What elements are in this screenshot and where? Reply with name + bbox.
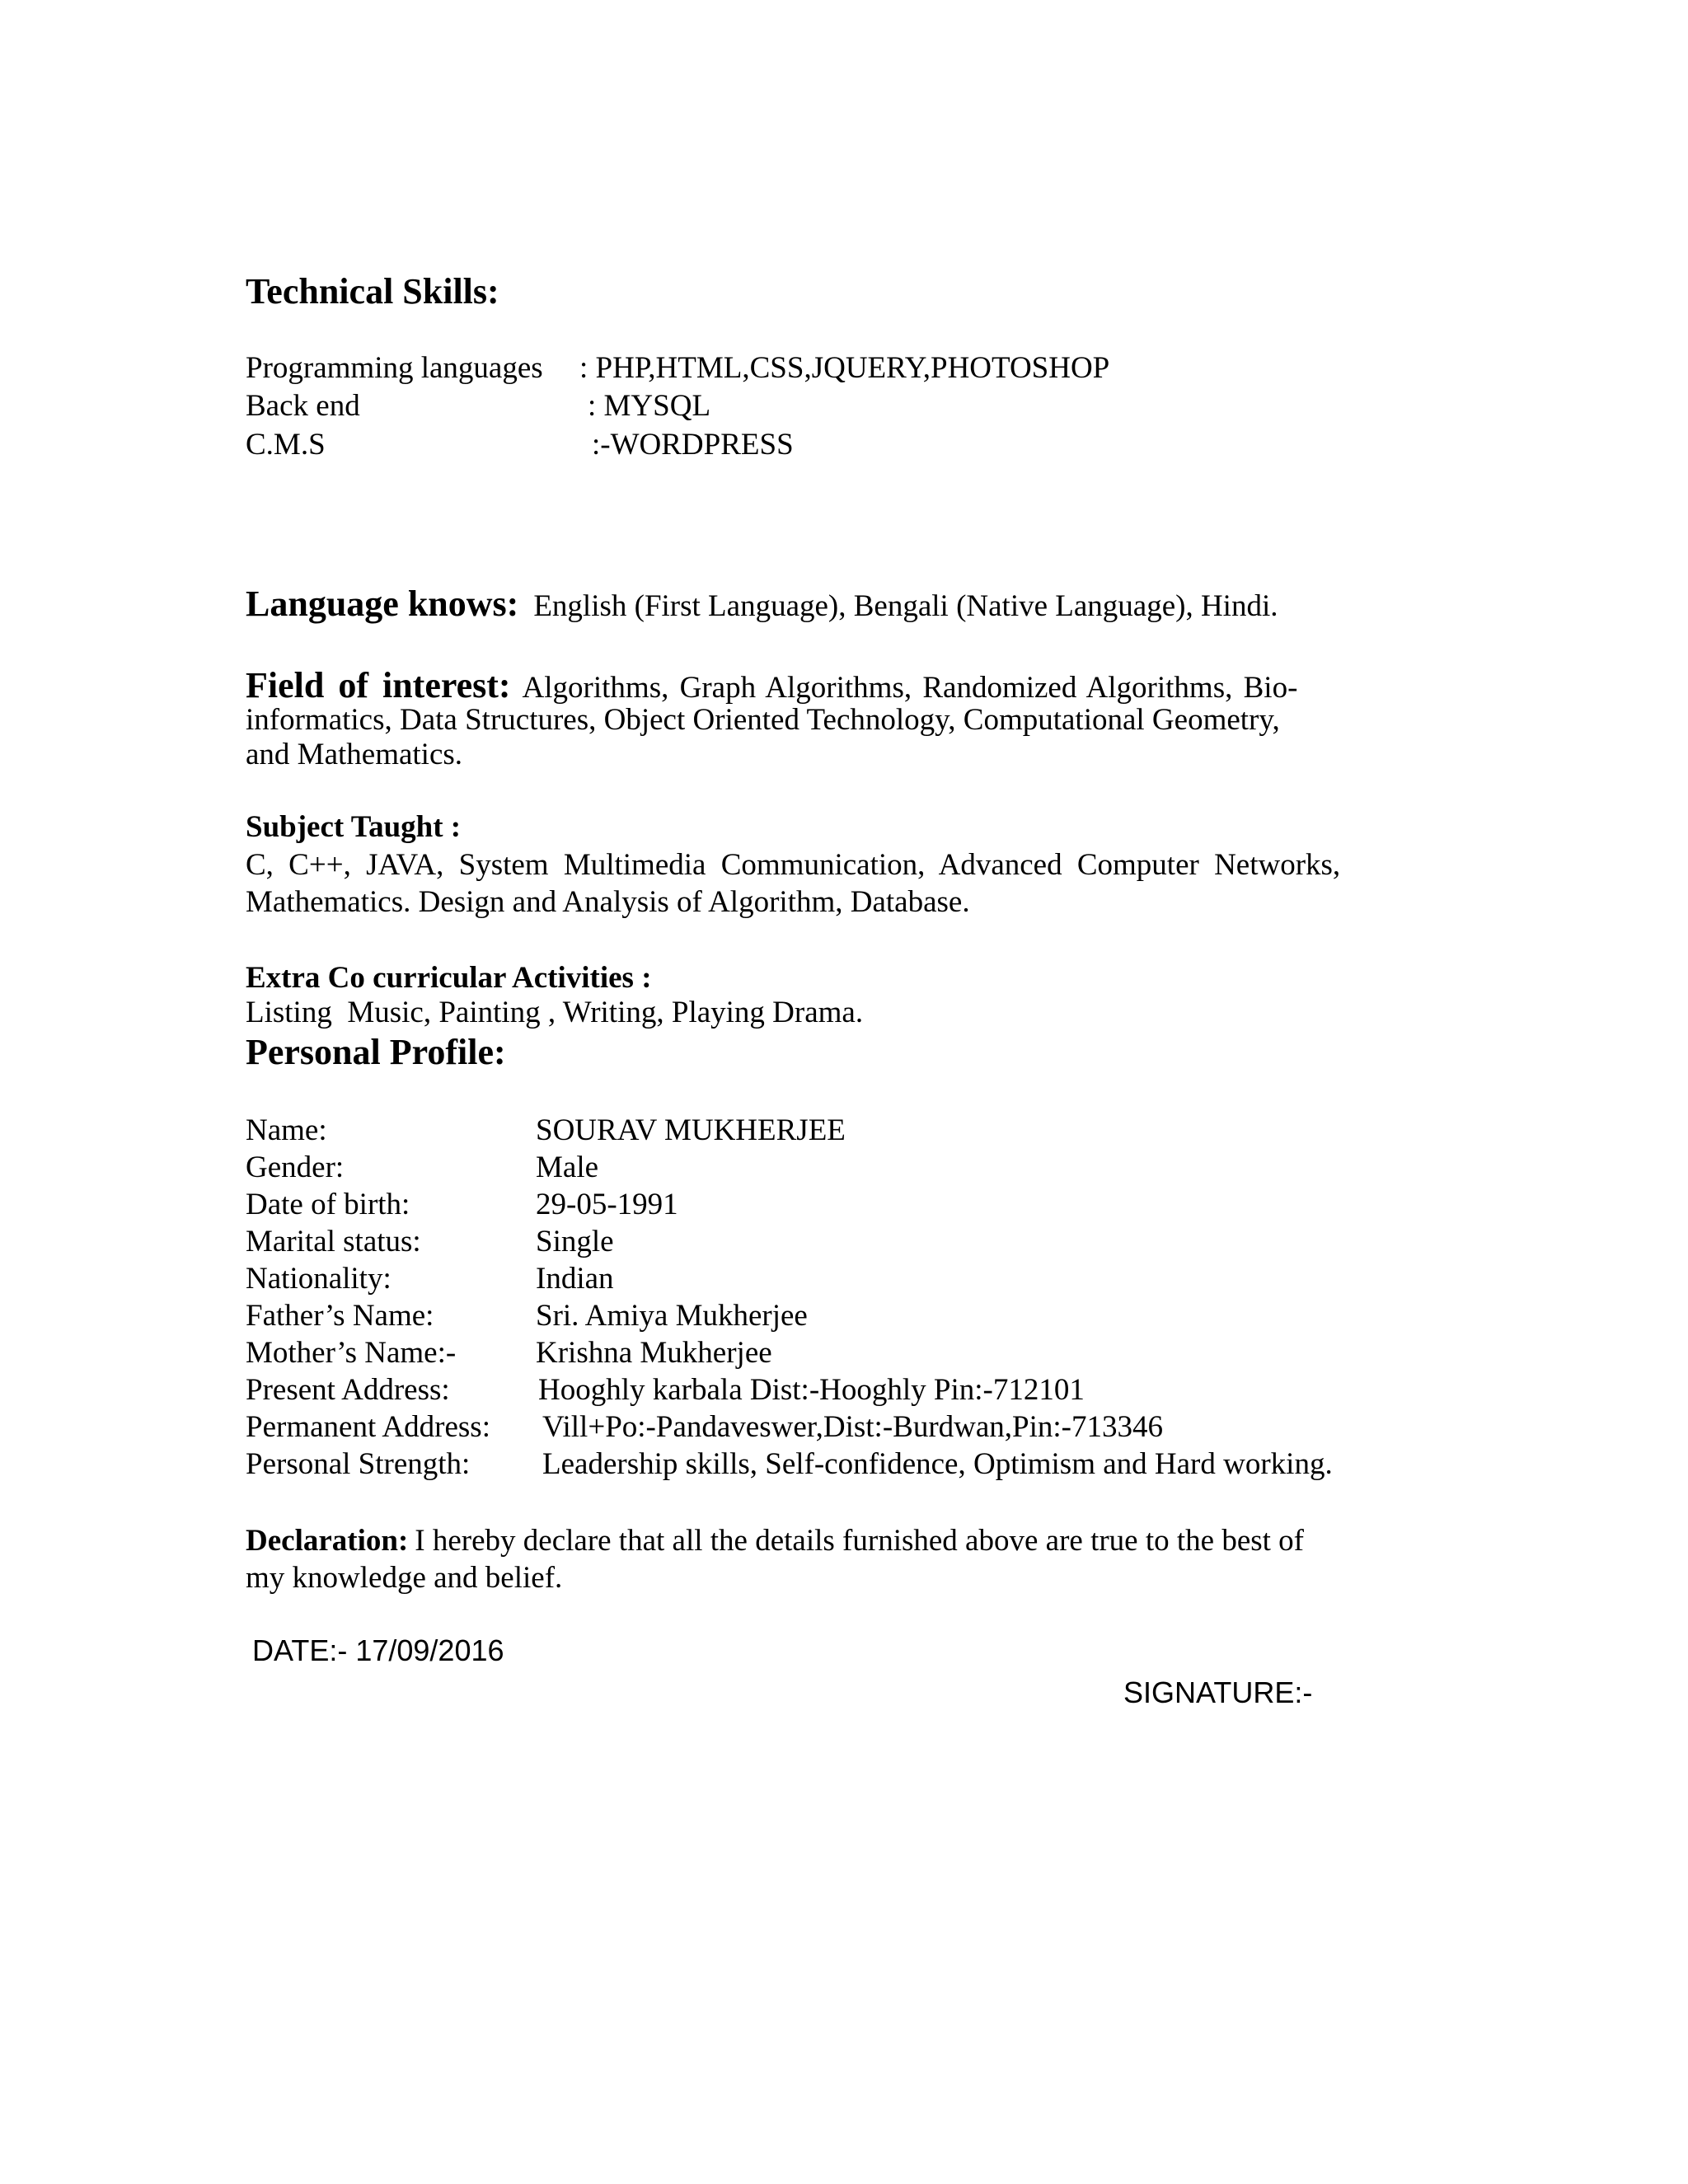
personal-profile-heading: Personal Profile: (246, 1032, 506, 1072)
extra-activities-text: Listing Music, Painting , Writing, Playing Drama. (246, 996, 864, 1029)
profile-value-dob: 29-05-1991 (536, 1188, 678, 1221)
profile-value-nationality: Indian (536, 1262, 614, 1296)
profile-label-name: Name: (246, 1113, 327, 1147)
profile-value-personal-strength: Leadership skills, Self-confidence, Optimism and Hard working. (542, 1447, 1333, 1481)
subject-taught-line1: C, C++, JAVA, System Multimedia Communication, Advanced Computer Networks, (246, 848, 1341, 882)
field-of-interest-line1 (246, 664, 1297, 706)
profile-value-name: SOURAV MUKHERJEE (536, 1113, 846, 1147)
profile-value-marital-status: Single (536, 1225, 614, 1258)
date-line: DATE:- 17/09/2016 (252, 1633, 504, 1667)
extra-activities-heading: Extra Co curricular Activities : (246, 961, 652, 995)
profile-label-marital-status: Marital status: (246, 1225, 421, 1258)
declaration-line1 (246, 1526, 1304, 1556)
subject-taught-heading: Subject Taught : (246, 810, 462, 844)
profile-label-gender: Gender: (246, 1151, 345, 1184)
language-line (246, 583, 1278, 625)
skill-value-cms: :-WORDPRESS (592, 428, 794, 462)
profile-value-gender: Male (536, 1151, 599, 1184)
declaration-text2: my knowledge and belief. (246, 1561, 563, 1595)
signature-label: SIGNATURE:- (1123, 1675, 1313, 1709)
technical-skills-heading: Technical Skills: (246, 271, 499, 312)
skill-label-cms: C.M.S (246, 428, 326, 462)
language-text: English (First Language), Bengali (Native Language), Hindi. (533, 589, 1278, 623)
skill-label-backend: Back end (246, 389, 360, 423)
profile-label-mother-name: Mother’s Name:- (246, 1336, 457, 1370)
field-of-interest-heading: Field of interest: (246, 665, 511, 705)
profile-value-present-address: Hooghly karbala Dist:-Hooghly Pin:-712101 (538, 1373, 1085, 1407)
skill-label-programming: Programming languages (246, 351, 543, 385)
field-of-interest-text1: Algorithms, Graph Algorithms, Randomized Algorithms, Bio- (522, 671, 1298, 705)
field-of-interest-text3: and Mathematics. (246, 738, 463, 771)
field-of-interest-text2: informatics, Data Structures, Object Oriented Technology, Computational Geometry, (246, 703, 1280, 737)
profile-label-present-address: Present Address: (246, 1373, 450, 1407)
profile-value-father-name: Sri. Amiya Mukherjee (536, 1299, 808, 1333)
declaration-text1: I hereby declare that all the details furnished above are true to the best of (415, 1524, 1304, 1558)
skill-value-backend: : MYSQL (588, 389, 711, 423)
profile-value-permanent-address: Vill+Po:-Pandaveswer,Dist:-Burdwan,Pin:-713346 (542, 1410, 1163, 1444)
profile-value-mother-name: Krishna Mukherjee (536, 1336, 772, 1370)
profile-label-father-name: Father’s Name: (246, 1299, 434, 1333)
profile-label-permanent-address: Permanent Address: (246, 1410, 490, 1444)
skill-value-programming: : PHP,HTML,CSS,JQUERY,PHOTOSHOP (579, 351, 1110, 385)
language-heading: Language knows: (246, 583, 519, 624)
profile-label-personal-strength: Personal Strength: (246, 1447, 471, 1481)
profile-label-dob: Date of birth: (246, 1188, 410, 1221)
profile-label-nationality: Nationality: (246, 1262, 392, 1296)
subject-taught-line2: Mathematics. Design and Analysis of Algorithm, Database. (246, 885, 970, 919)
declaration-heading: Declaration: (246, 1524, 409, 1558)
